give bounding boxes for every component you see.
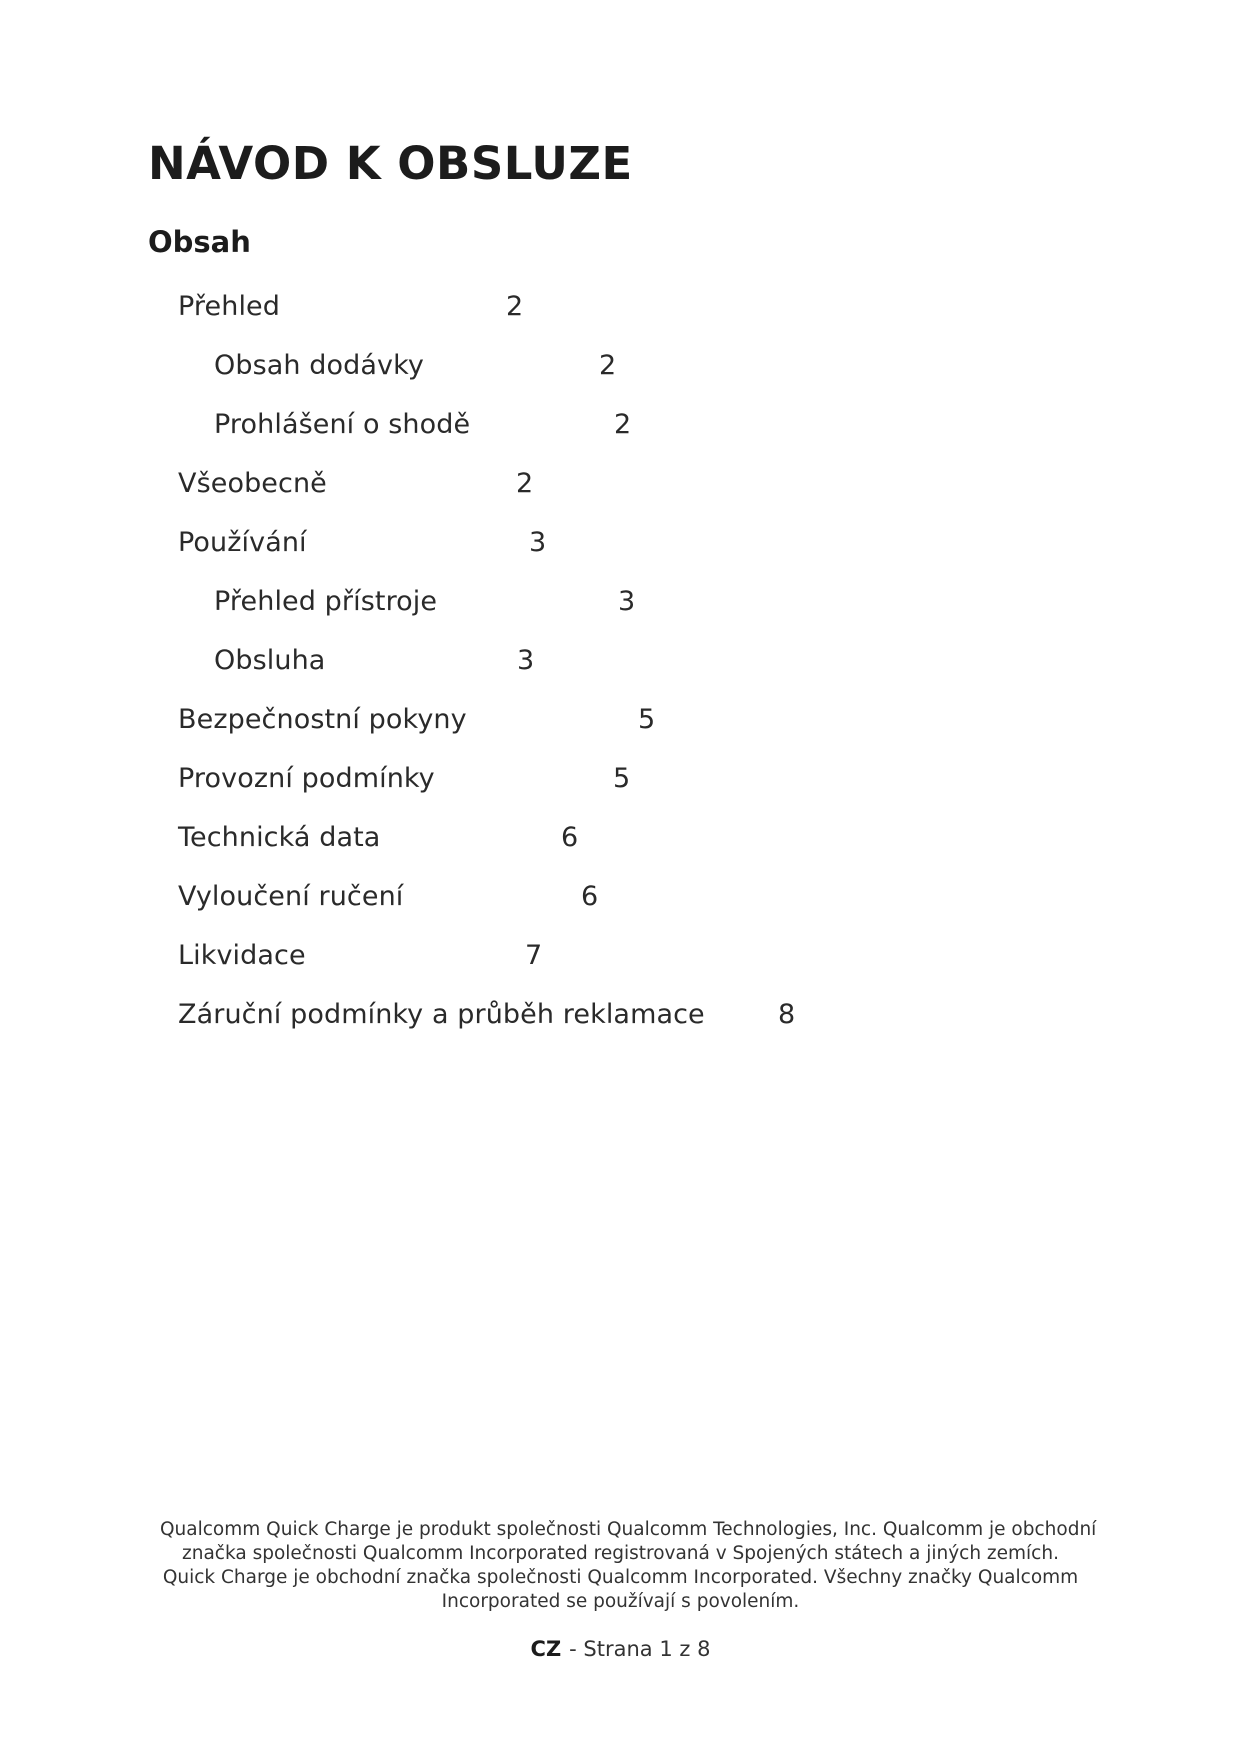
toc-entry-title[interactable]: Záruční podmínky a průběh reklamace bbox=[178, 999, 705, 1030]
document-title: NÁVOD K OBSLUZE bbox=[148, 137, 633, 190]
toc-entry-title[interactable]: Prohlášení o shodě bbox=[214, 409, 471, 440]
toc-entry-title[interactable]: Všeobecně bbox=[178, 468, 327, 499]
page-footer bbox=[0, 1634, 1241, 1664]
toc-entry-page-number: 6 bbox=[561, 822, 579, 853]
toc-entry-title[interactable]: Bezpečnostní pokyny bbox=[178, 704, 467, 735]
toc-entry-title[interactable]: Provozní podmínky bbox=[178, 763, 435, 794]
toc-entry-page-number: 2 bbox=[516, 468, 534, 499]
toc-entry-page-number: 8 bbox=[778, 999, 796, 1030]
toc-entry-title[interactable]: Přehled bbox=[178, 291, 280, 322]
toc-heading: Obsah bbox=[148, 225, 251, 259]
trademark-notice-line: Qualcomm Quick Charge je produkt společnosti Qualcomm Technologies, Inc. Qualcomm je obchodní bbox=[160, 1519, 1097, 1540]
toc-entry-page-number: 6 bbox=[581, 881, 599, 912]
toc-entry-page-number: 5 bbox=[613, 763, 631, 794]
toc-entry-page-number: 2 bbox=[506, 291, 524, 322]
toc-entry-page-number: 7 bbox=[525, 940, 543, 971]
toc-entry-title[interactable]: Vyloučení ručení bbox=[178, 881, 404, 912]
toc-entry-page-number: 2 bbox=[614, 409, 632, 440]
toc-entry-page-number: 3 bbox=[618, 586, 636, 617]
toc-entry-page-number: 2 bbox=[599, 350, 617, 381]
toc-entry-title[interactable]: Obsluha bbox=[214, 645, 326, 676]
trademark-notice bbox=[160, 1518, 1097, 1614]
page-number-label: - Strana 1 z 8 bbox=[569, 1637, 711, 1661]
toc-entry-title[interactable]: Používání bbox=[178, 527, 307, 558]
trademark-notice-line: Quick Charge je obchodní značka společnosti Qualcomm Incorporated. Všechny značky Qualcomm bbox=[162, 1567, 1079, 1588]
toc-entry-title[interactable]: Přehled přístroje bbox=[214, 586, 438, 617]
toc-entry-page-number: 3 bbox=[529, 527, 547, 558]
toc-entry-title[interactable]: Likvidace bbox=[178, 940, 306, 971]
toc-entry-title[interactable]: Obsah dodávky bbox=[214, 350, 424, 381]
trademark-notice-line: Incorporated se používají s povolením. bbox=[441, 1591, 800, 1612]
toc-entry-page-number: 5 bbox=[638, 704, 656, 735]
language-code: CZ bbox=[530, 1637, 562, 1661]
trademark-notice-line: značka společnosti Qualcomm Incorporated registrovaná v Spojených státech a jiných zemích. bbox=[182, 1543, 1059, 1564]
toc-entry-page-number: 3 bbox=[517, 645, 535, 676]
toc-entry-title[interactable]: Technická data bbox=[178, 822, 381, 853]
